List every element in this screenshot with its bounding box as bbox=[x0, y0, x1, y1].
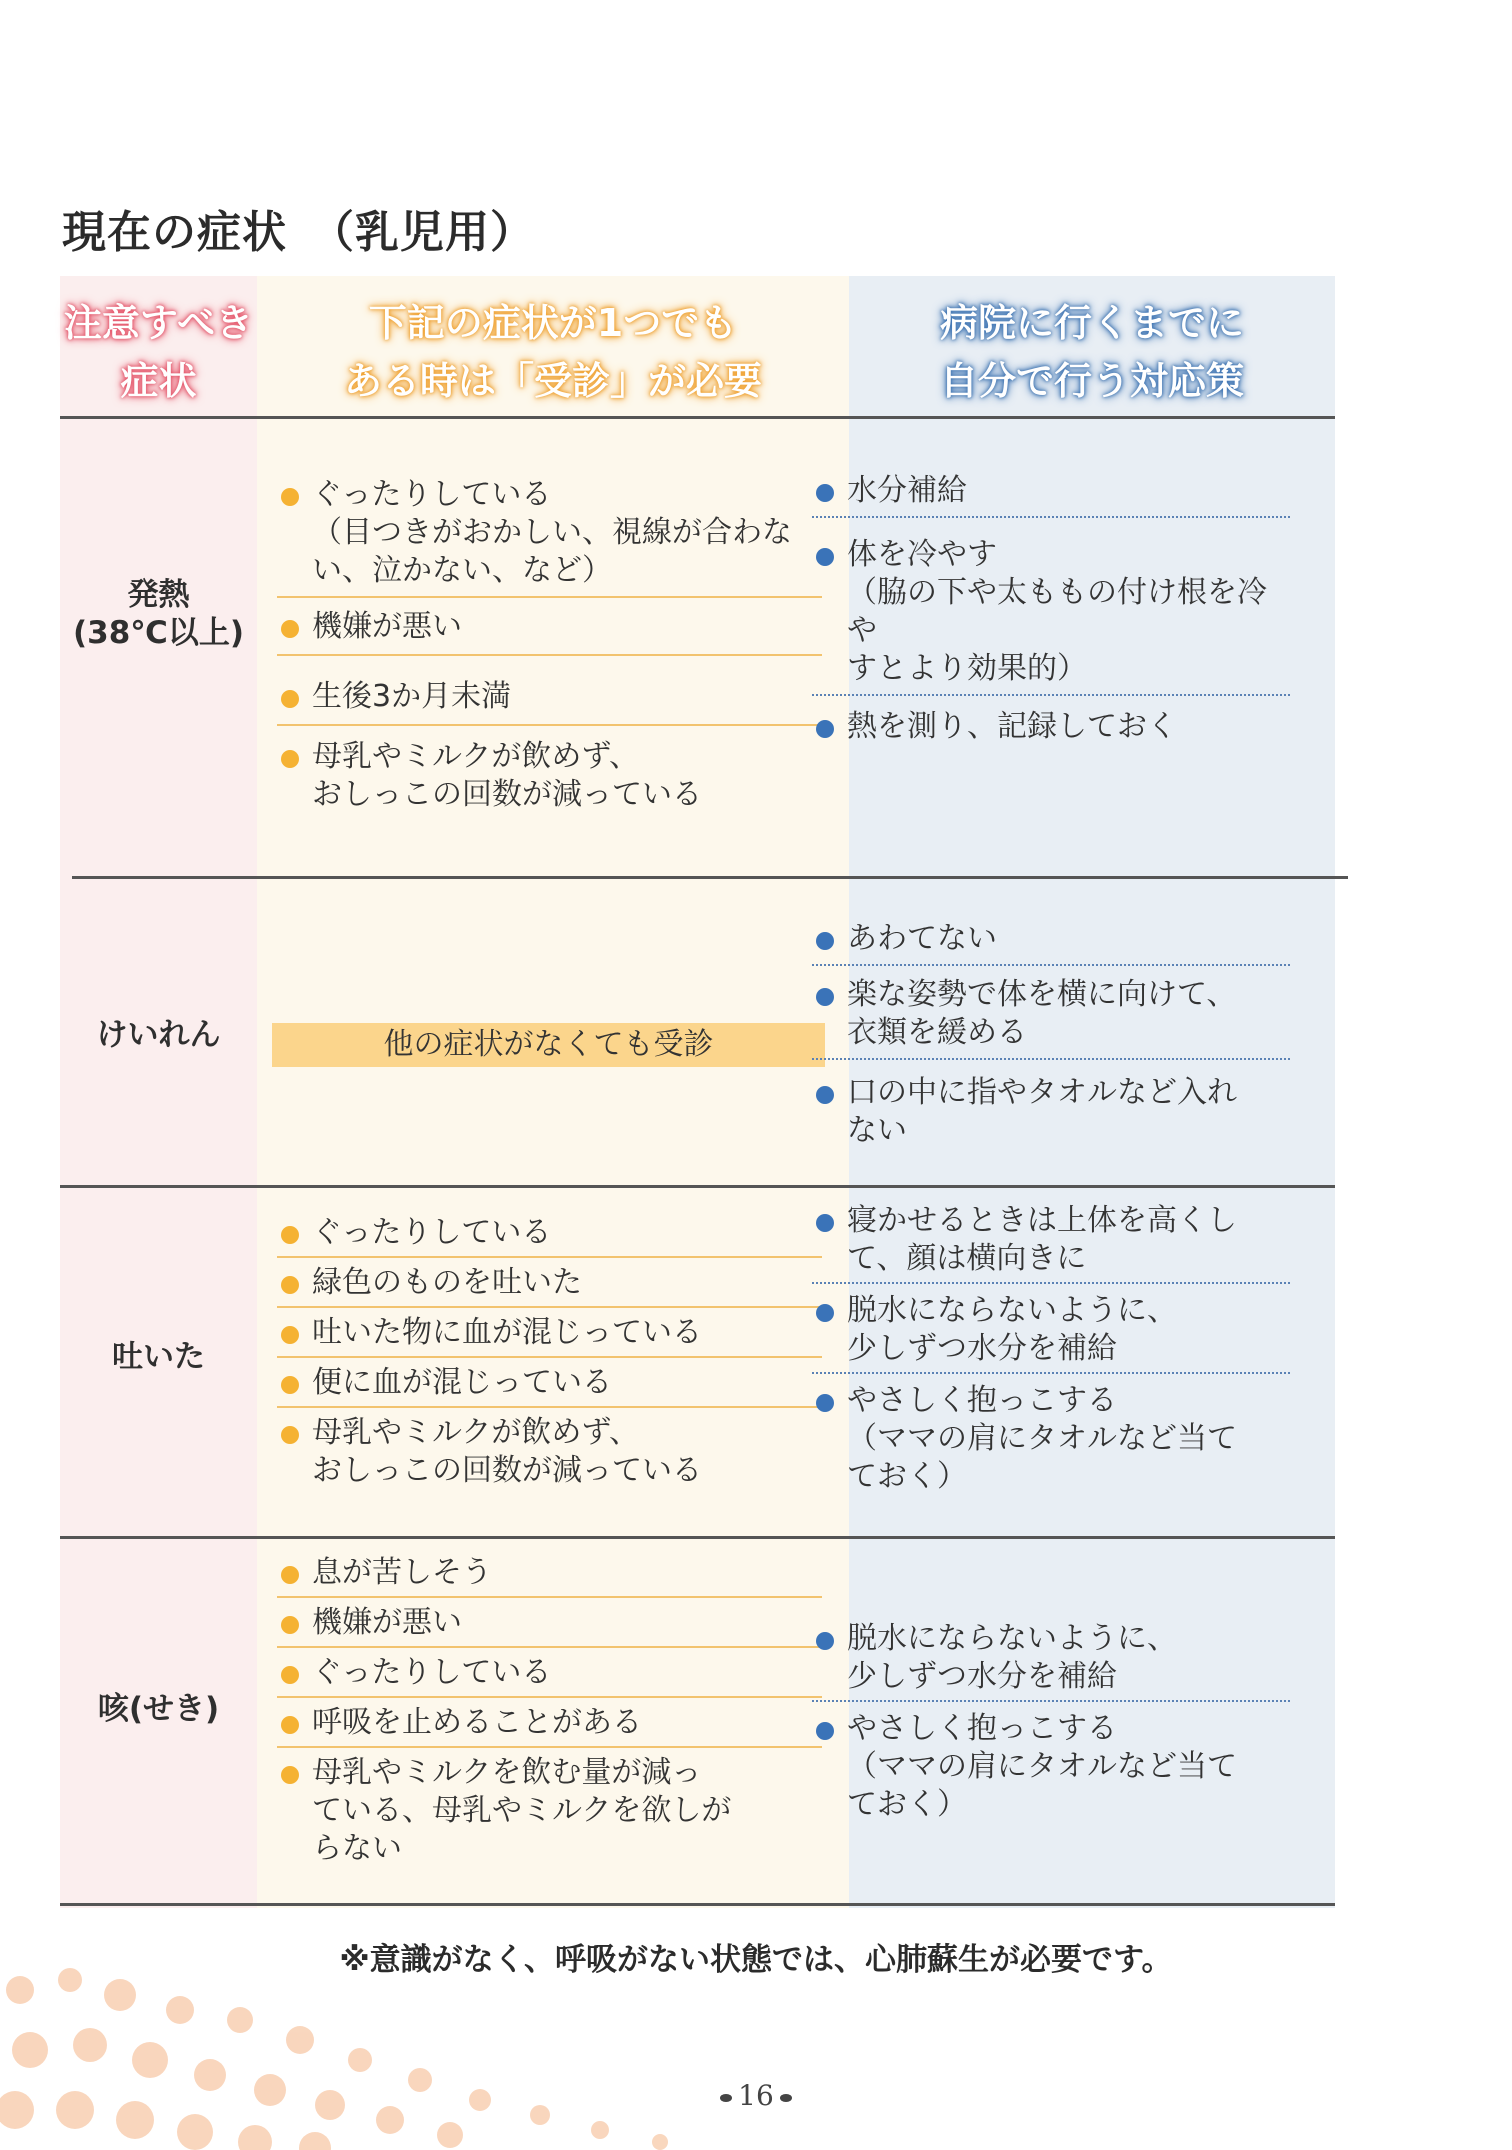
item-divider bbox=[277, 1406, 822, 1408]
list-item: やさしく抱っこする （ママの肩にタオルなど当て ておく） bbox=[812, 1710, 1290, 1824]
list-item: 体を冷やす （脇の下や太ももの付け根を冷や すとより効果的） bbox=[812, 536, 1290, 688]
item-divider bbox=[277, 1306, 822, 1308]
list-item: 寝かせるときは上体を高くし て、顔は横向きに bbox=[812, 1202, 1290, 1278]
blue-bullet-icon bbox=[816, 1394, 834, 1412]
table-bottom-rule bbox=[60, 1903, 1335, 1906]
blue-bullet-icon bbox=[816, 548, 834, 566]
symptom-convulsion: けいれん bbox=[96, 1017, 221, 1053]
blue-bullet-icon bbox=[816, 484, 834, 502]
fever-visit-list bbox=[277, 476, 822, 814]
list-item: 緑色のものを吐いた bbox=[277, 1264, 822, 1302]
orange-bullet-icon bbox=[281, 1666, 299, 1684]
item-divider bbox=[812, 964, 1290, 966]
item-divider bbox=[277, 1596, 822, 1598]
header-divider bbox=[60, 416, 1335, 419]
page-number-dot-icon bbox=[720, 2094, 732, 2102]
list-item: 機嫌が悪い bbox=[277, 1604, 822, 1642]
list-item: 便に血が混じっている bbox=[277, 1364, 822, 1402]
blue-bullet-icon bbox=[816, 1214, 834, 1232]
list-item: 生後3か月未満 bbox=[277, 678, 822, 716]
blue-bullet-icon bbox=[816, 932, 834, 950]
item-divider bbox=[277, 654, 822, 656]
orange-bullet-icon bbox=[281, 1716, 299, 1734]
orange-bullet-icon bbox=[281, 1276, 299, 1294]
orange-bullet-icon bbox=[281, 1616, 299, 1634]
header-visit-required: 下記の症状が1つでも ある時は「受診」が必要 bbox=[343, 301, 762, 403]
orange-bullet-icon bbox=[281, 1566, 299, 1584]
row-divider bbox=[60, 1185, 1335, 1188]
item-divider bbox=[277, 1746, 822, 1748]
blue-bullet-icon bbox=[816, 1632, 834, 1650]
orange-bullet-icon bbox=[281, 1326, 299, 1344]
item-divider bbox=[812, 1700, 1290, 1702]
symptom-column-bg bbox=[60, 276, 257, 1908]
orange-bullet-icon bbox=[281, 690, 299, 708]
list-item: 息が苦しそう bbox=[277, 1554, 822, 1592]
list-item: あわてない bbox=[812, 920, 1290, 958]
list-item: やさしく抱っこする （ママの肩にタオルなど当て ておく） bbox=[812, 1382, 1290, 1496]
row-divider bbox=[72, 876, 1348, 879]
item-divider bbox=[812, 1058, 1290, 1060]
list-item: ぐったりしている （目つきがおかしい、視線が合わな い、泣かない、など） bbox=[277, 476, 822, 590]
list-item: 機嫌が悪い bbox=[277, 608, 822, 646]
dot-pattern-decoration bbox=[0, 1950, 900, 2150]
orange-bullet-icon bbox=[281, 1376, 299, 1394]
list-item: ぐったりしている bbox=[277, 1654, 822, 1692]
item-divider bbox=[812, 1282, 1290, 1284]
cough-selfcare-list bbox=[812, 1620, 1290, 1824]
orange-bullet-icon bbox=[281, 488, 299, 506]
orange-bullet-icon bbox=[281, 750, 299, 768]
visit-note-badge: 他の症状がなくても受診 bbox=[272, 1023, 825, 1067]
item-divider bbox=[812, 516, 1290, 518]
list-item: ぐったりしている bbox=[277, 1214, 822, 1252]
vomiting-visit-list bbox=[277, 1214, 822, 1490]
blue-bullet-icon bbox=[816, 988, 834, 1006]
header-symptom: 注意すべき 症状 bbox=[63, 301, 254, 403]
blue-bullet-icon bbox=[816, 720, 834, 738]
item-divider bbox=[812, 694, 1290, 696]
item-divider bbox=[277, 1696, 822, 1698]
symptom-cough: 咳(せき) bbox=[97, 1691, 220, 1727]
orange-bullet-icon bbox=[281, 620, 299, 638]
footnote: ※意識がなく、呼吸がない状態では、心肺蘇生が必要です。 bbox=[339, 1942, 1173, 1978]
row-divider bbox=[60, 1536, 1335, 1539]
list-item: 脱水にならないように、 少しずつ水分を補給 bbox=[812, 1620, 1290, 1696]
symptom-vomiting: 吐いた bbox=[112, 1339, 205, 1375]
blue-bullet-icon bbox=[816, 1086, 834, 1104]
cough-visit-list bbox=[277, 1554, 822, 1868]
orange-bullet-icon bbox=[281, 1766, 299, 1784]
list-item: 母乳やミルクが飲めず、 おしっこの回数が減っている bbox=[277, 738, 822, 814]
orange-bullet-icon bbox=[281, 1226, 299, 1244]
convulsion-selfcare-list bbox=[812, 920, 1290, 1150]
item-divider bbox=[277, 1646, 822, 1648]
item-divider bbox=[812, 1372, 1290, 1374]
page-number-dot-icon bbox=[780, 2094, 792, 2102]
list-item: 脱水にならないように、 少しずつ水分を補給 bbox=[812, 1292, 1290, 1368]
header-self-care: 病院に行くまでに 自分で行う対応策 bbox=[939, 301, 1244, 403]
list-item: 口の中に指やタオルなど入れ ない bbox=[812, 1074, 1290, 1150]
item-divider bbox=[277, 596, 822, 598]
list-item: 呼吸を止めることがある bbox=[277, 1704, 822, 1742]
page-title: 現在の症状 （乳児用） bbox=[62, 207, 535, 258]
symptom-table bbox=[60, 276, 1335, 1908]
list-item: 楽な姿勢で体を横に向けて、 衣類を緩める bbox=[812, 976, 1290, 1052]
orange-bullet-icon bbox=[281, 1426, 299, 1444]
item-divider bbox=[277, 1356, 822, 1358]
fever-selfcare-list bbox=[812, 472, 1290, 746]
list-item: 熱を測り、記録しておく bbox=[812, 708, 1290, 746]
symptom-fever: 発熱 (38℃以上) bbox=[72, 577, 244, 651]
list-item: 水分補給 bbox=[812, 472, 1290, 510]
vomiting-selfcare-list bbox=[812, 1202, 1290, 1496]
blue-bullet-icon bbox=[816, 1722, 834, 1740]
list-item: 吐いた物に血が混じっている bbox=[277, 1314, 822, 1352]
list-item: 母乳やミルクが飲めず、 おしっこの回数が減っている bbox=[277, 1414, 822, 1490]
item-divider bbox=[277, 1256, 822, 1258]
page-number: 16 bbox=[0, 2079, 1512, 2112]
blue-bullet-icon bbox=[816, 1304, 834, 1322]
item-divider bbox=[277, 724, 822, 726]
list-item: 母乳やミルクを飲む量が減っ ている、母乳やミルクを欲しが らない bbox=[277, 1754, 822, 1868]
